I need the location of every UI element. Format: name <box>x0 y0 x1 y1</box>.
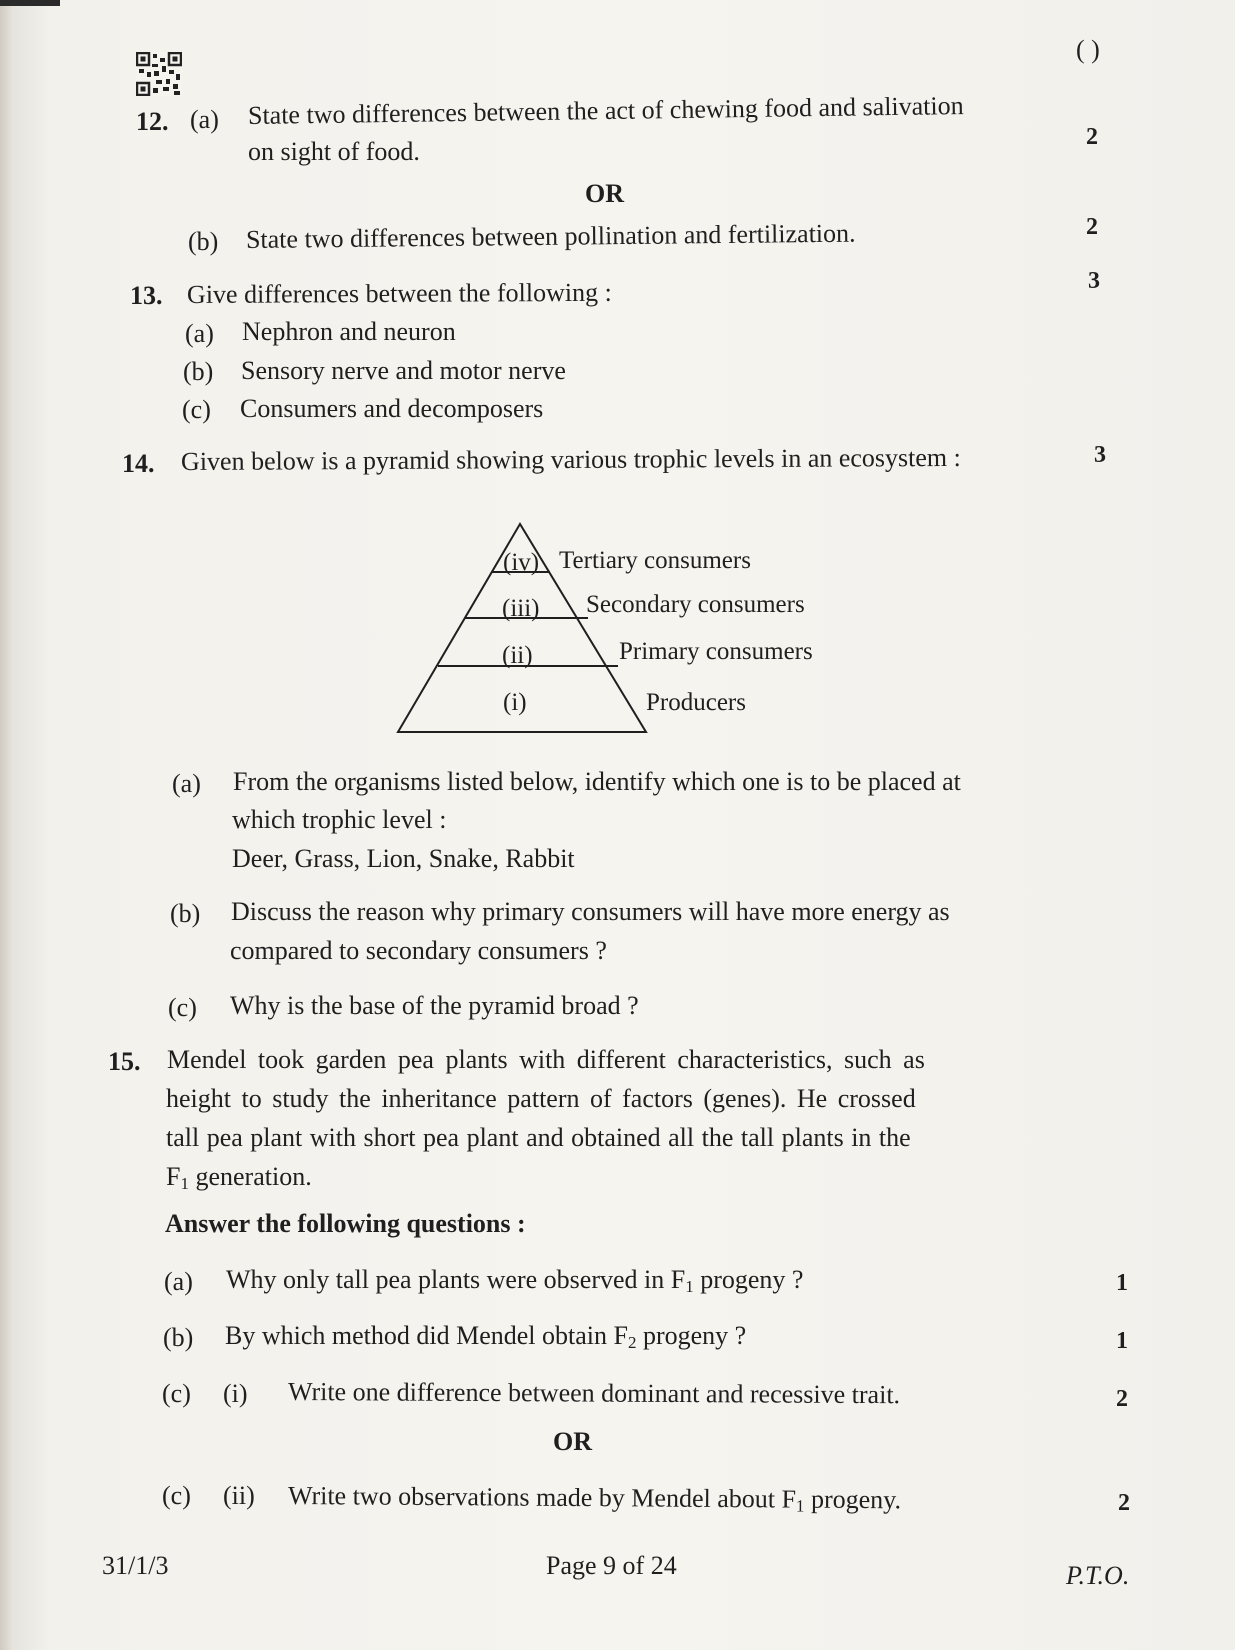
q15-line3: tall pea plant with short pea plant and obtained all the tall plants in the <box>166 1123 911 1152</box>
q14-a-organisms: Deer, Grass, Lion, Snake, Rabbit <box>232 844 575 873</box>
q12-a-marks: 2 <box>1086 124 1098 150</box>
pyramid-level-iii-label: Secondary consumers <box>586 591 805 618</box>
pyramid-level-ii-roman: (ii) <box>502 642 533 669</box>
q15-a-subscript: 1 <box>685 1277 694 1296</box>
q12-number: 12. <box>136 107 169 136</box>
q13-c-text: Consumers and decomposers <box>240 394 544 423</box>
pyramid-level-iv-label: Tertiary consumers <box>559 547 751 574</box>
q13-number: 13. <box>130 281 163 310</box>
q14-b-label: (b) <box>170 899 201 928</box>
q15-answer-heading: Answer the following questions : <box>165 1209 526 1238</box>
q14-marks: 3 <box>1094 442 1106 468</box>
q14-text: Given below is a pyramid showing various trophic levels in an ecosystem : <box>180 442 961 476</box>
q15-b-text-end: progeny ? <box>636 1321 747 1350</box>
q15-line2: height to study the inheritance pattern of factors (genes). He crossed <box>166 1084 916 1113</box>
q15-number: 15. <box>108 1047 141 1076</box>
q15-line1: Mendel took garden pea plants with different characteristics, such as <box>167 1045 925 1074</box>
q14-c-text: Why is the base of the pyramid broad ? <box>230 991 639 1020</box>
q14-b-line1: Discuss the reason why primary consumers will have more energy as <box>231 897 950 926</box>
q13-b-label: (b) <box>183 357 214 386</box>
q15-a-text-main: Why only tall pea plants were observed in F <box>226 1265 686 1294</box>
q14-b-line2: compared to secondary consumers ? <box>230 936 607 965</box>
pyramid-level-i-label: Producers <box>646 689 746 716</box>
page-left-edge <box>0 0 14 1650</box>
q15-cii-c-label: (c) <box>162 1481 191 1510</box>
q13-text: Give differences between the following : <box>186 277 612 309</box>
q14-a-line2: which trophic level : <box>232 805 447 834</box>
q15-ci-marks: 2 <box>1116 1386 1128 1412</box>
pyramid-level-iii-roman: (iii) <box>502 595 540 622</box>
q15-b-marks: 1 <box>1116 1328 1128 1354</box>
header-parens: ( ) <box>1076 35 1100 64</box>
q15-cii-text-end: progeny. <box>804 1484 902 1515</box>
pyramid-level-ii-label: Primary consumers <box>619 638 813 665</box>
q14-a-line1: From the organisms listed below, identify which one is to be placed at <box>233 767 961 796</box>
q15-cii-subscript: 1 <box>795 1496 805 1516</box>
q15-b-subscript: 2 <box>627 1333 637 1352</box>
q14-number: 14. <box>122 449 155 478</box>
page-number: Page 9 of 24 <box>546 1551 677 1580</box>
q15-line4-rest: generation. <box>188 1162 312 1191</box>
q13-c-label: (c) <box>182 395 211 424</box>
q13-a-text: Nephron and neuron <box>242 317 456 346</box>
paper-code: 31/1/3 <box>102 1551 169 1580</box>
q15-ci-label: (i) <box>223 1379 248 1408</box>
pyramid-level-i-roman: (i) <box>503 689 527 716</box>
q12-b-label: (b) <box>188 227 219 256</box>
q13-marks: 3 <box>1088 268 1100 294</box>
q15-b-text <box>225 1320 746 1352</box>
q12-or: OR <box>585 179 624 208</box>
q14-a-label: (a) <box>172 769 201 798</box>
q15-a-label: (a) <box>164 1267 193 1296</box>
q15-cii-label: (ii) <box>223 1481 255 1510</box>
q15-c-label: (c) <box>162 1379 191 1408</box>
q13-a-label: (a) <box>185 319 214 348</box>
q12-a-label: (a) <box>190 105 219 134</box>
q15-or: OR <box>553 1427 592 1456</box>
top-corner-shadow <box>0 0 60 6</box>
q15-a-text-end: progeny ? <box>693 1265 804 1294</box>
q15-cii-marks: 2 <box>1118 1490 1130 1516</box>
qr-code-icon <box>136 52 182 96</box>
pyramid-level-iv-roman: (iv) <box>503 549 540 576</box>
q15-cii-text <box>288 1480 901 1516</box>
q15-b-text-main: By which method did Mendel obtain F <box>225 1321 628 1350</box>
q13-b-text: Sensory nerve and motor nerve <box>241 356 566 385</box>
q15-ci-text: Write one difference between dominant and recessive trait. <box>287 1377 901 1410</box>
pto-label: P.T.O. <box>1066 1561 1130 1590</box>
q15-cii-text-main: Write two observations made by Mendel about F <box>287 1481 797 1514</box>
q15-a-marks: 1 <box>1116 1270 1128 1296</box>
q12-a-line2: on sight of food. <box>248 137 420 166</box>
q14-c-label: (c) <box>168 993 197 1022</box>
q12-b-text: State two differences between pollination and fertilization. <box>245 218 856 254</box>
q12-a-line1: State two differences between the act of chewing food and salivation <box>247 91 964 130</box>
q15-b-label: (b) <box>163 1323 194 1352</box>
q15-line4-subscript: 1 <box>180 1174 189 1193</box>
q12-b-marks: 2 <box>1086 214 1098 240</box>
q15-line4 <box>166 1161 312 1193</box>
q15-a-text <box>226 1264 803 1296</box>
q15-line4-f: F <box>166 1162 181 1191</box>
